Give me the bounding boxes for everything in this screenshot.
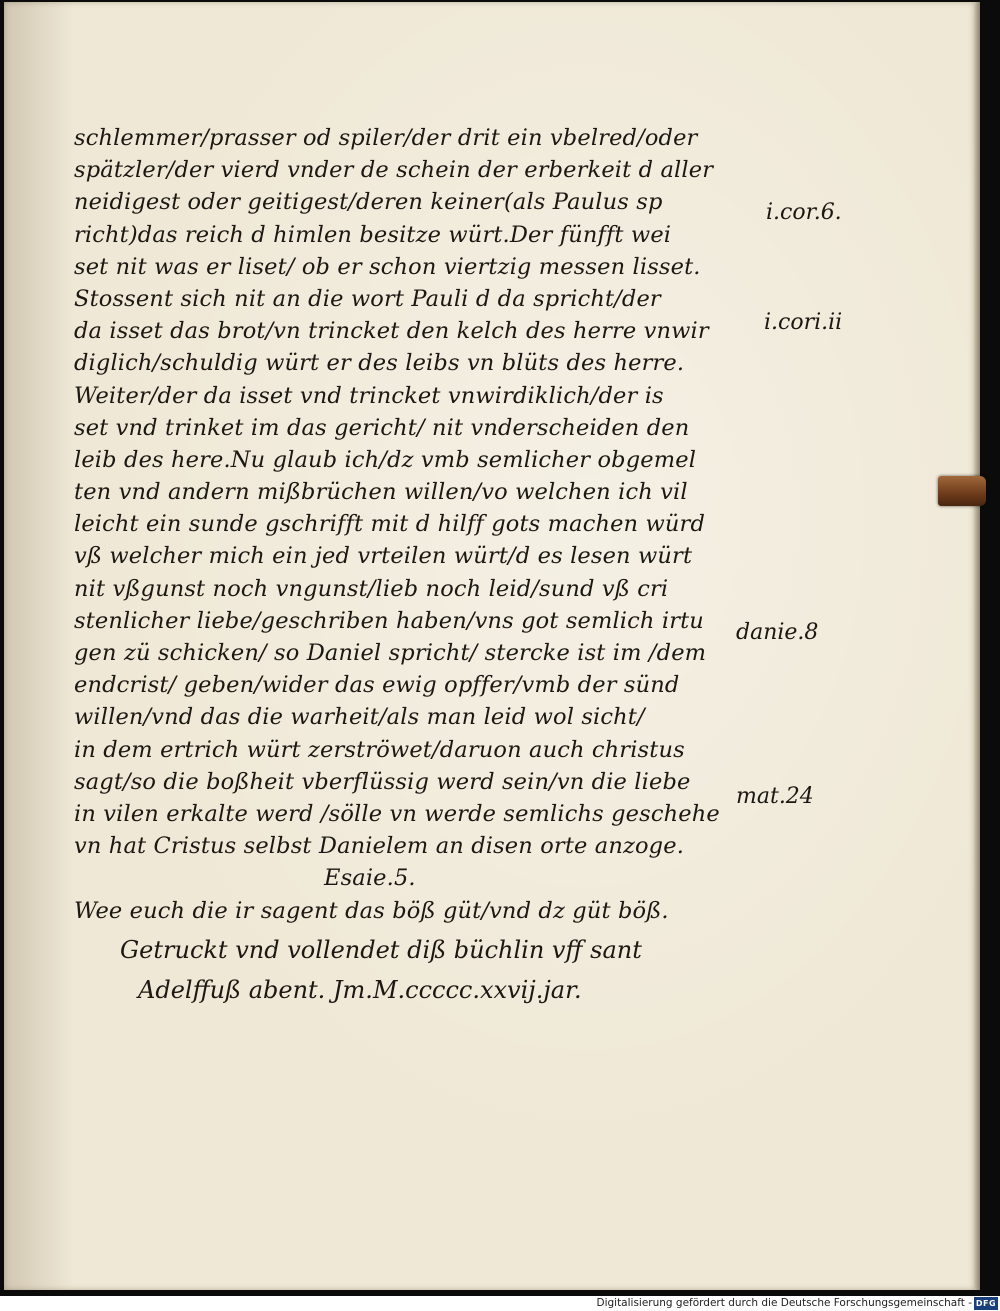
margin-note: mat.24 [736,784,814,809]
dfg-logo: DFG [975,1299,997,1308]
text-line: in vilen erkalte werd /sölle vn werde semlichs geschehe [74,800,720,827]
text-line: sagt/so die boßheit vberflüssig werd sein/vn die liebe [74,768,691,795]
text-line: set nit was er liset/ ob er schon viertzig messen lisset. [74,253,701,280]
bookmark-tab [938,476,986,506]
margin-note: i.cori.ii [764,310,843,335]
text-line: richt)das reich d himlen besitze würt.Der fünfft wei [74,221,672,248]
page-edge [974,2,980,1290]
text-line: Weiter/der da isset vnd trincket vnwirdiklich/der is [74,382,664,409]
text-line: leib des here.Nu glaub ich/dz vmb semlicher obgemel [74,446,697,473]
colophon-line: Adelffuß abent. Jm.M.ccccc.xxvij.jar. [138,976,582,1004]
text-line: willen/vnd das die warheit/als man leid wol sicht/ [74,704,645,731]
main-text-block [74,122,744,927]
margin-note: danie.8 [736,620,819,645]
text-line: schlemmer/prasser od spiler/der drit ein vbelred/oder [74,125,698,151]
section-heading: Esaie.5. [324,865,416,892]
text-line: in dem ertrich würt zerströwet/daruon auch christus [74,736,685,763]
colophon-line: Getruckt vnd vollendet diß büchlin vff sant [120,936,642,964]
text-line: da isset das brot/vn trincket den kelch des herre vnwir [74,318,709,345]
margin-note: i.cor.6. [766,200,842,225]
text-line: stenlicher liebe/geschriben haben/vns got semlich irtu [74,607,704,634]
final-verse-line: Wee euch die ir sagent das böß güt/vnd dz güt böß. [74,897,669,924]
text-line: gen zü schicken/ so Daniel spricht/ stercke ist im /dem [74,640,707,666]
text-line: ten vnd andern mißbrüchen willen/vo welchen ich vil [74,479,688,506]
text-line: nit vßgunst noch vngunst/lieb noch leid/sund vß cri [74,575,669,602]
text-line: endcrist/ geben/wider das ewig opffer/vmb der sünd [74,672,680,699]
text-line: spätzler/der vierd vnder de schein der erberkeit d aller [74,157,714,184]
book-page [4,2,974,1290]
text-line: vß welcher mich ein jed vrteilen würt/d es lesen würt [74,543,693,570]
funding-notice: Digitalisierung gefördert durch die Deutsche Forschungsgemeinschaft - [596,1297,972,1309]
text-line: Stossent sich nit an die wort Pauli d da spricht/der [74,285,661,312]
text-line: diglich/schuldig würt er des leibs vn blüts des herre. [74,350,685,377]
text-line: neidigest oder geitigest/deren keiner(als Paulus sp [74,189,663,216]
text-line: vn hat Cristus selbst Danielem an disen orte anzoge. [74,833,685,860]
text-line: set vnd trinket im das gericht/ nit vnderscheiden den [74,414,690,441]
colophon [120,930,720,1010]
text-line: leicht ein sunde gschrifft mit d hilff gots machen würd [74,511,706,538]
